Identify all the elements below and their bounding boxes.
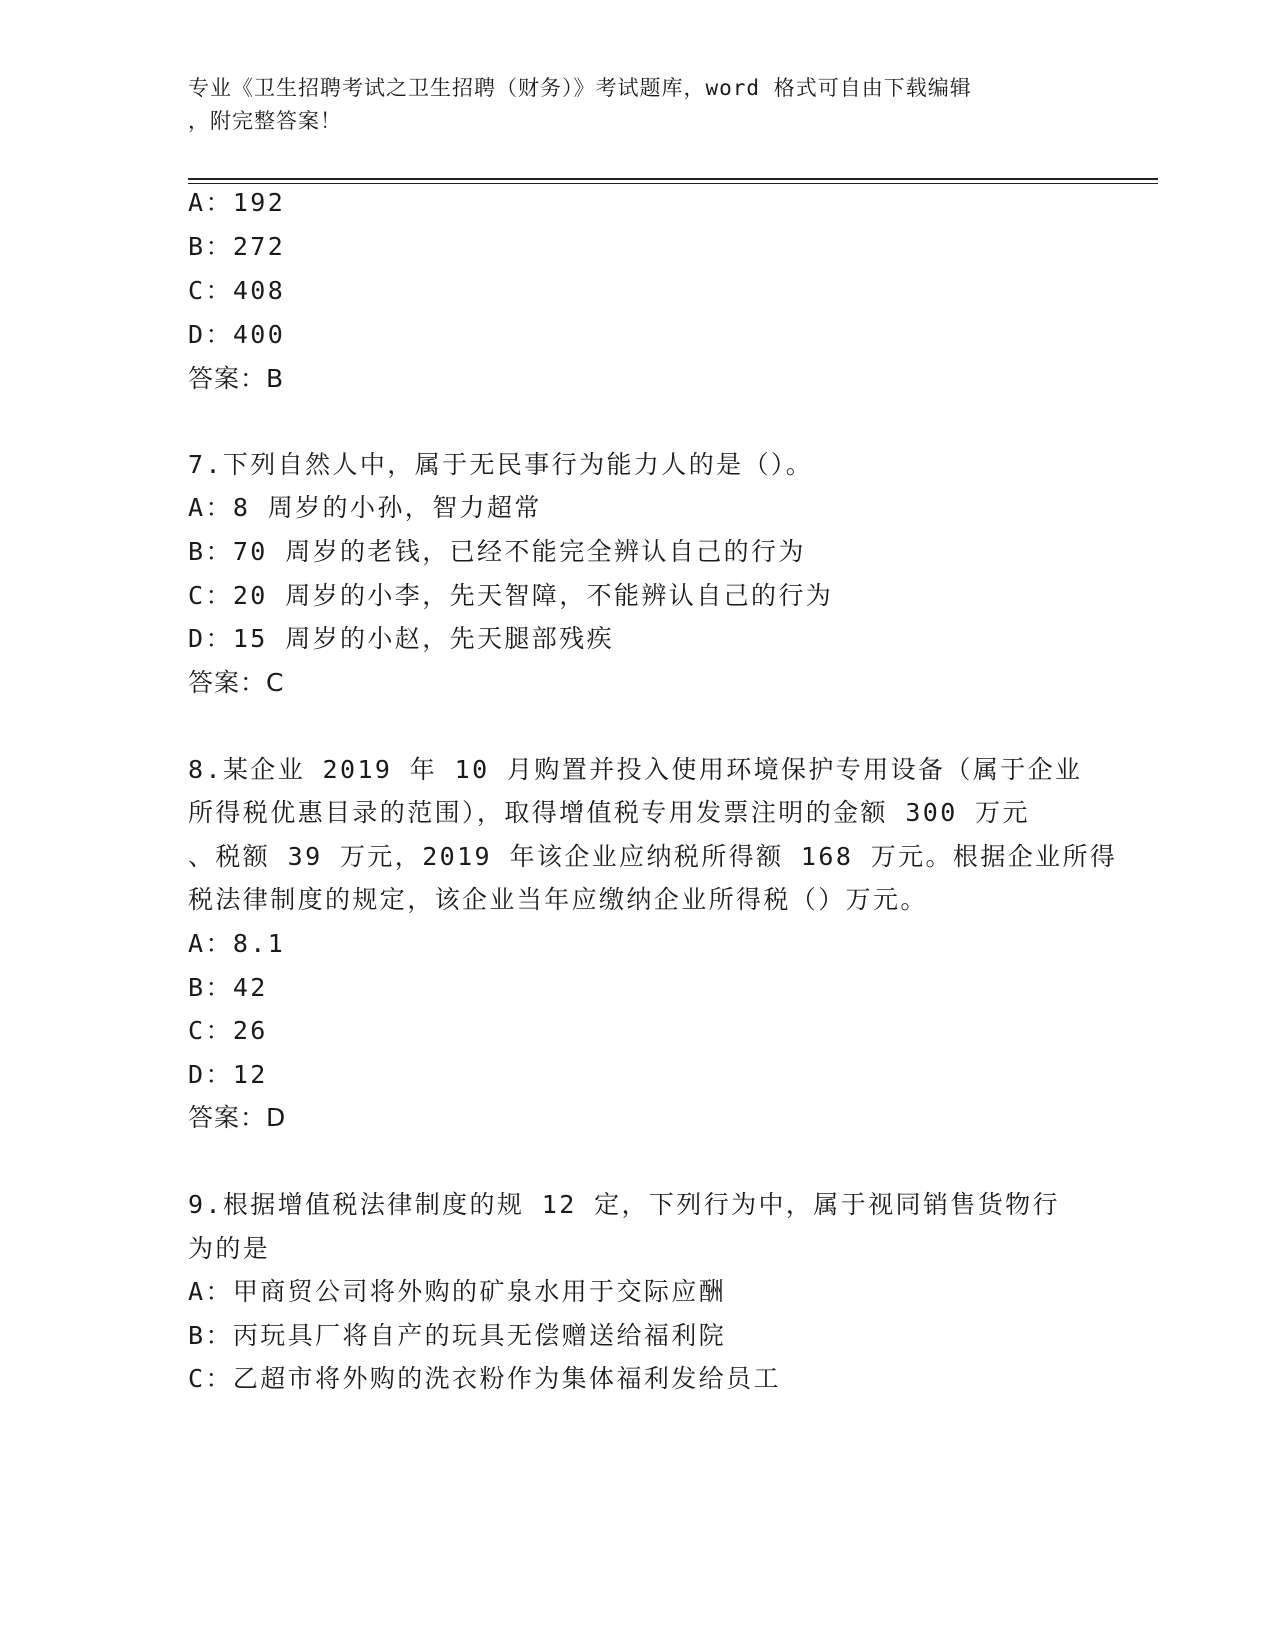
q7-answer: 答案：C bbox=[188, 668, 285, 697]
q6-option-b: B：272 bbox=[188, 232, 286, 261]
q6-option-d: D：400 bbox=[188, 320, 286, 349]
q8-option-c: C：26 bbox=[188, 1016, 268, 1045]
q7-option-d: D：15 周岁的小赵，先天腿部残疾 bbox=[188, 624, 615, 653]
q6-option-a: A：192 bbox=[188, 188, 286, 217]
q7-option-a: A：8 周岁的小孙，智力超常 bbox=[188, 493, 542, 522]
document-header bbox=[188, 72, 1088, 138]
q9-option-a: A：甲商贸公司将外购的矿泉水用于交际应酬 bbox=[188, 1277, 727, 1306]
q7-option-b: B：70 周岁的老钱，已经不能完全辨认自己的行为 bbox=[188, 537, 806, 566]
q8-stem-line-4: 税法律制度的规定，该企业当年应缴纳企业所得税（）万元。 bbox=[188, 885, 928, 914]
q9-stem-line-1: 9.根据增值税法律制度的规 12 定，下列行为中，属于视同销售货物行 bbox=[188, 1190, 1060, 1219]
q6-answer: 答案：B bbox=[188, 364, 285, 393]
q8-option-b: B：42 bbox=[188, 973, 268, 1002]
q8-stem-line-1: 8.某企业 2019 年 10 月购置并投入使用环境保护专用设备（属于企业 bbox=[188, 755, 1083, 784]
q9-option-c: C：乙超市将外购的洗衣粉作为集体福利发给员工 bbox=[188, 1364, 781, 1393]
q6-option-c: C：408 bbox=[188, 276, 286, 305]
q8-stem-line-3: 、税额 39 万元，2019 年该企业应纳税所得额 168 万元。根据企业所得 bbox=[188, 842, 1118, 871]
header-title-line-1: 专业《卫生招聘考试之卫生招聘（财务）》考试题库，word 格式可自由下载编辑 bbox=[188, 76, 972, 100]
header-divider-thick bbox=[188, 178, 1158, 180]
header-title-line-2: ，附完整答案！ bbox=[188, 109, 342, 133]
q9-stem-line-2: 为的是 bbox=[188, 1234, 271, 1263]
q8-option-d: D：12 bbox=[188, 1060, 268, 1089]
q8-answer: 答案：D bbox=[188, 1103, 287, 1132]
q8-option-a: A：8.1 bbox=[188, 929, 286, 958]
q7-stem: 7.下列自然人中，属于无民事行为能力人的是（）。 bbox=[188, 450, 814, 479]
q8-stem-line-2: 所得税优惠目录的范围），取得增值税专用发票注明的金额 300 万元 bbox=[188, 798, 1030, 827]
q9-option-b: B：丙玩具厂将自产的玩具无偿赠送给福利院 bbox=[188, 1321, 727, 1350]
header-divider-thin bbox=[188, 183, 1158, 184]
q7-option-c: C：20 周岁的小李，先天智障，不能辨认自己的行为 bbox=[188, 581, 834, 610]
